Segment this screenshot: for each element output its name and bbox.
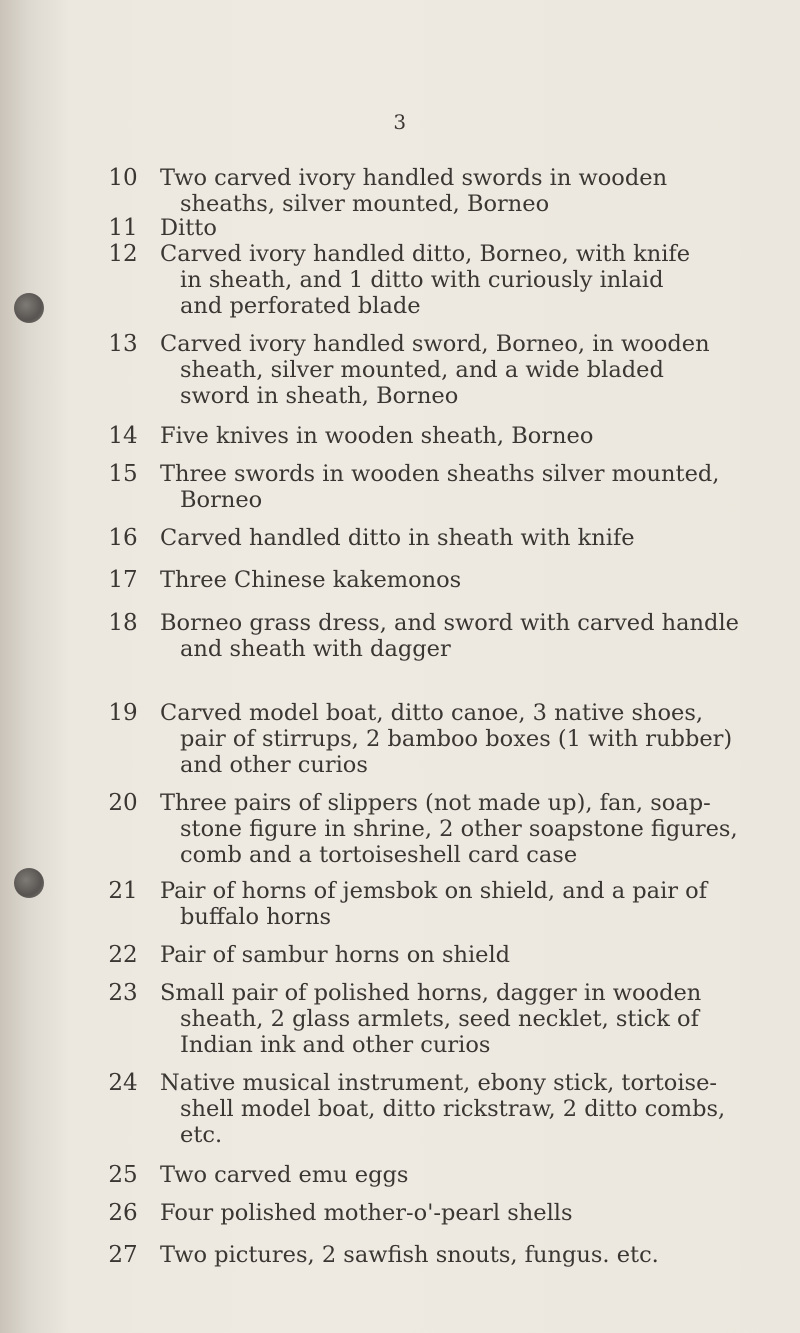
lot-description bbox=[160, 1200, 790, 1226]
lot-number: 24 bbox=[108, 1070, 138, 1096]
lot-number: 16 bbox=[108, 525, 138, 551]
lot-number: 13 bbox=[108, 331, 138, 357]
lot-description-line: etc. bbox=[180, 1122, 223, 1148]
lot-description-line: shell model boat, ditto rickstraw, 2 ditto combs, bbox=[180, 1096, 726, 1122]
lot-description bbox=[160, 525, 790, 551]
lot-description-line: sheaths, silver mounted, Borneo bbox=[180, 191, 550, 217]
lot-number: 18 bbox=[108, 610, 138, 636]
lot-description-line: Borneo bbox=[180, 487, 263, 513]
lot-description-line: Carved ivory handled sword, Borneo, in wooden bbox=[160, 331, 710, 357]
lot-description-line: sheath, 2 glass armlets, seed necklet, stick of bbox=[180, 1006, 699, 1032]
lot-description-line: Pair of horns of jemsbok on shield, and a pair of bbox=[160, 878, 708, 904]
lot-description bbox=[160, 700, 790, 778]
lot-description-line: sword in sheath, Borneo bbox=[180, 383, 459, 409]
lot-number: 26 bbox=[108, 1200, 138, 1226]
lot-number: 21 bbox=[108, 878, 138, 904]
lot-number: 12 bbox=[108, 241, 138, 267]
lot-number: 22 bbox=[108, 942, 138, 968]
lot-description-line: Ditto bbox=[160, 215, 217, 241]
lot-description-line: Three pairs of slippers (not made up), fan, soap- bbox=[160, 790, 711, 816]
lot-description-line: and other curios bbox=[180, 752, 368, 778]
lot-description-line: Two carved ivory handled swords in wooden bbox=[160, 165, 668, 191]
lot-number: 23 bbox=[108, 980, 138, 1006]
lot-description-line: Two pictures, 2 sawfish snouts, fungus. etc. bbox=[160, 1242, 659, 1268]
lot-number: 15 bbox=[108, 461, 138, 487]
lot-description bbox=[160, 461, 790, 513]
lot-description bbox=[160, 331, 790, 409]
lot-description-line: and perforated blade bbox=[180, 293, 421, 319]
lot-number: 11 bbox=[108, 215, 138, 241]
lot-description bbox=[160, 1162, 790, 1188]
lot-description bbox=[160, 878, 790, 930]
lot-number: 10 bbox=[108, 165, 138, 191]
punch-hole-lower bbox=[14, 868, 44, 898]
lot-description-line: and sheath with dagger bbox=[180, 636, 451, 662]
lot-description-line: Small pair of polished horns, dagger in wooden bbox=[160, 980, 702, 1006]
lot-description-line: Three swords in wooden sheaths silver mounted, bbox=[160, 461, 720, 487]
lot-number: 27 bbox=[108, 1242, 138, 1268]
lot-description-line: stone figure in shrine, 2 other soapstone figures, bbox=[180, 816, 738, 842]
lot-description bbox=[160, 241, 790, 319]
lot-description bbox=[160, 790, 790, 868]
page-binding-edge bbox=[0, 0, 70, 1333]
lot-description-line: Four polished mother-o'-pearl shells bbox=[160, 1200, 573, 1226]
lot-description bbox=[160, 423, 790, 449]
lot-number: 19 bbox=[108, 700, 138, 726]
lot-number: 25 bbox=[108, 1162, 138, 1188]
lot-description bbox=[160, 942, 790, 968]
lot-description-line: sheath, silver mounted, and a wide bladed bbox=[180, 357, 664, 383]
punch-hole-upper bbox=[14, 293, 44, 323]
lot-description bbox=[160, 1070, 790, 1148]
lot-description-line: Native musical instrument, ebony stick, tortoise- bbox=[160, 1070, 717, 1096]
lot-description bbox=[160, 610, 790, 662]
lot-description bbox=[160, 1242, 790, 1268]
lot-description-line: Carved handled ditto in sheath with knife bbox=[160, 525, 635, 551]
lot-description bbox=[160, 165, 790, 217]
lot-description-line: Five knives in wooden sheath, Borneo bbox=[160, 423, 594, 449]
lot-description-line: Indian ink and other curios bbox=[180, 1032, 491, 1058]
lot-description-line: Two carved emu eggs bbox=[160, 1162, 409, 1188]
lot-description bbox=[160, 215, 790, 241]
lot-description-line: Carved ivory handled ditto, Borneo, with knife bbox=[160, 241, 691, 267]
page-number: 3 bbox=[393, 110, 407, 134]
lot-description bbox=[160, 567, 790, 593]
lot-description-line: Borneo grass dress, and sword with carved handle bbox=[160, 610, 739, 636]
lot-number: 17 bbox=[108, 567, 138, 593]
lot-description-line: in sheath, and 1 ditto with curiously inlaid bbox=[180, 267, 664, 293]
lot-description-line: pair of stirrups, 2 bamboo boxes (1 with rubber) bbox=[180, 726, 733, 752]
lot-description bbox=[160, 980, 790, 1058]
lot-description-line: Carved model boat, ditto canoe, 3 native shoes, bbox=[160, 700, 704, 726]
lot-description-line: Pair of sambur horns on shield bbox=[160, 942, 511, 968]
lot-description-line: Three Chinese kakemonos bbox=[160, 567, 462, 593]
lot-number: 14 bbox=[108, 423, 138, 449]
lot-description-line: buffalo horns bbox=[180, 904, 332, 930]
lot-number: 20 bbox=[108, 790, 138, 816]
lot-description-line: comb and a tortoiseshell card case bbox=[180, 842, 578, 868]
